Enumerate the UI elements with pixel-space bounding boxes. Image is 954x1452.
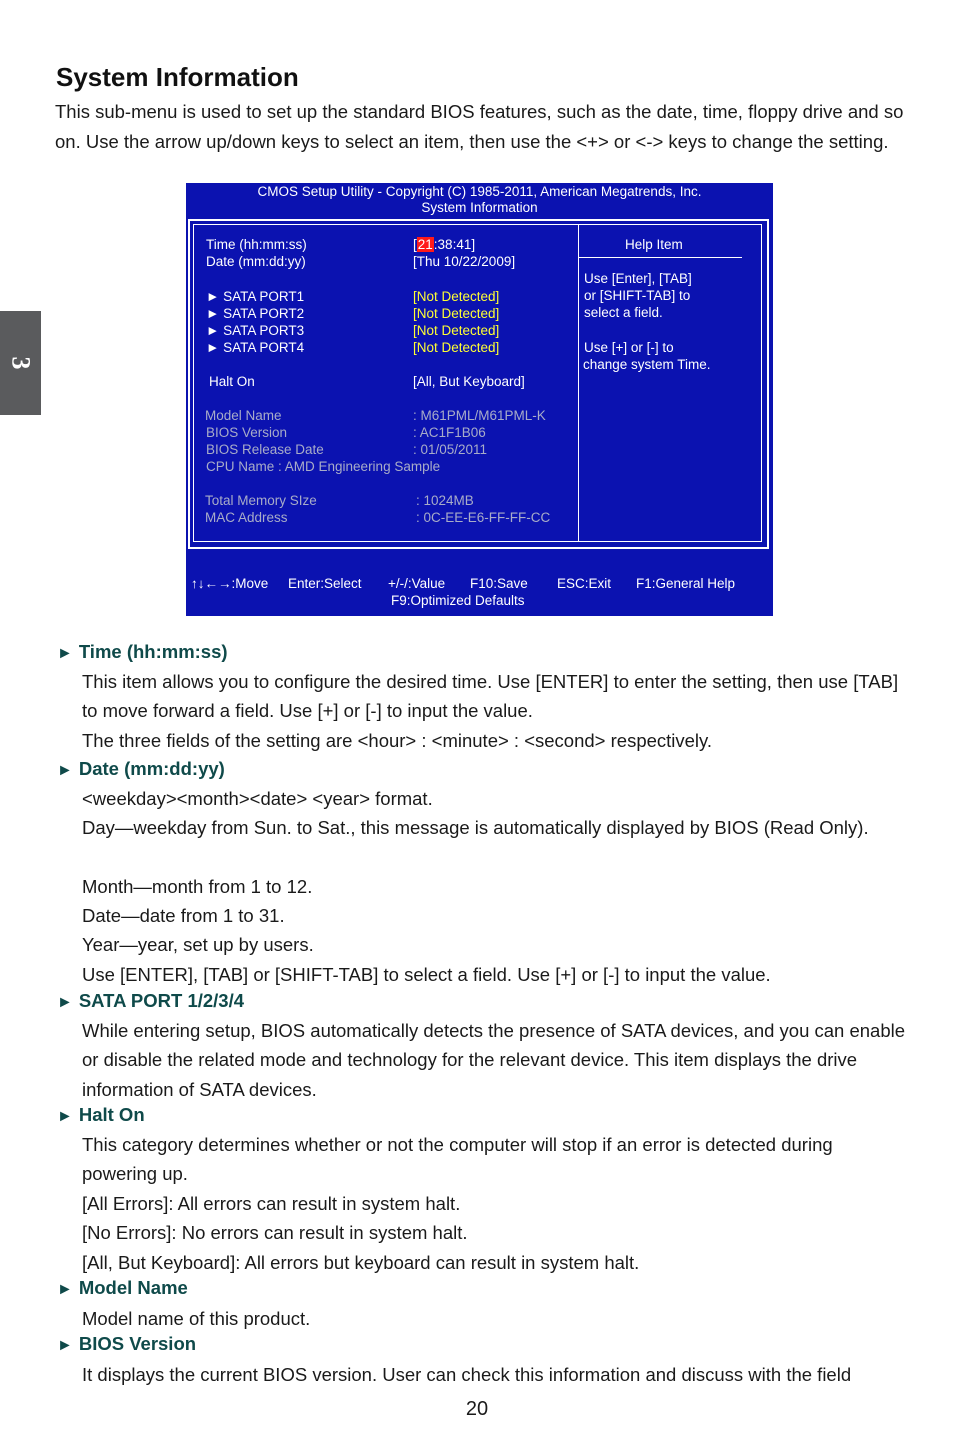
bios-time-rest: :38:41] (433, 237, 476, 252)
bios-mac-label: MAC Address (205, 510, 288, 525)
date-month: Month—month from 1 to 12. (82, 876, 313, 897)
bios-foot-defaults: F9:Optimized Defaults (391, 593, 525, 608)
sata-description: While entering setup, BIOS automatically detects the presence of SATA devices, and you can enable or disable the related mode and technology for the relevant device. This item displays the drive information of SATA devices. (82, 1020, 906, 1100)
bios-foot-exit: ESC:Exit (557, 576, 612, 591)
section-heading-time (57, 640, 228, 666)
bios-foot-help: F1:General Help (636, 576, 736, 591)
section-heading-text: Time (hh:mm:ss) (78, 641, 228, 662)
bios-time-hour-cursor[interactable]: 21 (417, 237, 433, 252)
bios-sata-port4-label[interactable]: ► SATA PORT4 (206, 340, 305, 355)
bios-sata-port2-label[interactable]: ► SATA PORT2 (206, 306, 305, 321)
halt-all-errors: [All Errors]: All errors can result in system halt. (82, 1193, 461, 1214)
bullet-arrow-icon: ► (57, 1108, 73, 1125)
bios-memory-value: : 1024MB (416, 493, 474, 508)
date-date: Date—date from 1 to 31. (82, 905, 285, 926)
section-heading-halt (57, 1103, 145, 1129)
bios-halt-label[interactable]: Halt On (209, 374, 255, 389)
halt-all-but-keyboard: [All, But Keyboard]: All errors but keyboard can result in system halt. (82, 1252, 640, 1273)
section-heading-date (57, 757, 225, 783)
bios-foot-select: Enter:Select (288, 576, 362, 591)
bios-frame (188, 219, 769, 549)
bios-time-value[interactable] (413, 236, 475, 253)
bullet-arrow-icon: ► (57, 1337, 73, 1354)
bios-sata-port4-value: [Not Detected] (413, 340, 500, 355)
section-heading-text: BIOS Version (78, 1333, 197, 1354)
bios-help-title: Help Item (625, 237, 683, 252)
section-heading-text: Date (mm:dd:yy) (78, 758, 225, 779)
bullet-arrow-icon: ► (57, 994, 73, 1011)
bios-mac-value: : 0C-EE-E6-FF-FF-CC (416, 510, 551, 525)
section-heading-text: Halt On (78, 1104, 145, 1125)
bios-model-value: : M61PML/M61PML-K (413, 408, 546, 423)
section-heading-model (57, 1276, 188, 1302)
page-title: System Information (56, 62, 299, 92)
bios-header-copyright: CMOS Setup Utility - Copyright (C) 1985-2011, American Megatrends, Inc. (257, 184, 702, 199)
halt-description: This category determines whether or not the computer will stop if an error is detected during powering up. (82, 1134, 833, 1185)
section-heading-bios-version (57, 1332, 196, 1358)
bios-version-value: : AC1F1B06 (413, 425, 486, 440)
bios-screenshot (186, 183, 773, 616)
section-heading-sata (57, 989, 244, 1015)
bios-memory-label: Total Memory SIze (205, 493, 317, 508)
date-format: <weekday><month><date> <year> format. (82, 788, 433, 809)
time-description: This item allows you to configure the desired time. Use [ENTER] to enter the setting, then use [TAB] to move forward a field. Use [+] or [-] to input the value. (82, 671, 899, 722)
date-year: Year—year, set up by users. (82, 934, 314, 955)
page-number: 20 (465, 1398, 489, 1420)
bios-divider-help (579, 257, 742, 258)
bios-foot-move: ↑↓←→:Move (191, 576, 269, 591)
bios-sata-port3-value: [Not Detected] (413, 323, 500, 338)
bios-help-line: change system Time. (583, 357, 711, 372)
bios-help-line: Use [Enter], [TAB] (584, 271, 692, 286)
bios-time-label[interactable]: Time (hh:mm:ss) (206, 237, 307, 252)
bios-date-label[interactable]: Date (mm:dd:yy) (206, 254, 306, 269)
date-usage: Use [ENTER], [TAB] or [SHIFT-TAB] to select a field. Use [+] or [-] to input the value. (82, 964, 771, 985)
bios-cpu-name: CPU Name : AMD Engineering Sample (206, 459, 441, 474)
bios-halt-value[interactable]: [All, But Keyboard] (413, 374, 525, 389)
bios-foot-value: +/-/:Value (388, 576, 446, 591)
bullet-arrow-icon: ► (57, 645, 73, 662)
bios-inner-frame (193, 224, 762, 542)
bios-help-line: or [SHIFT-TAB] to (584, 288, 691, 303)
bullet-arrow-icon: ► (57, 762, 73, 779)
bios-sata-port1-value: [Not Detected] (413, 289, 500, 304)
chapter-number: 3 (6, 356, 36, 370)
section-heading-text: SATA PORT 1/2/3/4 (78, 990, 245, 1011)
date-day: Day—weekday from Sun. to Sat., this message is automatically displayed by BIOS (Read Only). (82, 817, 869, 838)
intro-paragraph: This sub-menu is used to set up the standard BIOS features, such as the date, time, floppy drive and so on. Use the arrow up/down keys to select an item, then use the <+> or <-> keys to change the setting. (55, 101, 904, 152)
bios-header-title: System Information (421, 200, 538, 215)
bios-date-value[interactable]: [Thu 10/22/2009] (413, 254, 516, 269)
bios-model-label: Model Name (205, 408, 282, 423)
chapter-tab (0, 311, 41, 415)
time-fields-description: The three fields of the setting are <hour> : <minute> : <second> respectively. (82, 730, 713, 751)
bios-version-label: BIOS Version (206, 425, 288, 440)
bios-release-date-value: : 01/05/2011 (413, 442, 488, 457)
bios-divider-vertical (578, 225, 579, 541)
bullet-arrow-icon: ► (57, 1281, 73, 1298)
model-description: Model name of this product. (82, 1308, 311, 1329)
bios-sata-port2-value: [Not Detected] (413, 306, 500, 321)
halt-no-errors: [No Errors]: No errors can result in system halt. (82, 1222, 468, 1243)
bios-foot-save: F10:Save (470, 576, 528, 591)
bios-version-description: It displays the current BIOS version. User can check this information and discuss with the field (82, 1364, 852, 1385)
bios-help-line: Use [+] or [-] to (584, 340, 674, 355)
bios-help-line: select a field. (584, 305, 663, 320)
bios-sata-port1-label[interactable]: ► SATA PORT1 (206, 289, 305, 304)
section-heading-text: Model Name (78, 1277, 188, 1298)
bios-sata-port3-label[interactable]: ► SATA PORT3 (206, 323, 305, 338)
bios-time-bracket: [ (413, 237, 417, 252)
bios-release-date-label: BIOS Release Date (206, 442, 324, 457)
